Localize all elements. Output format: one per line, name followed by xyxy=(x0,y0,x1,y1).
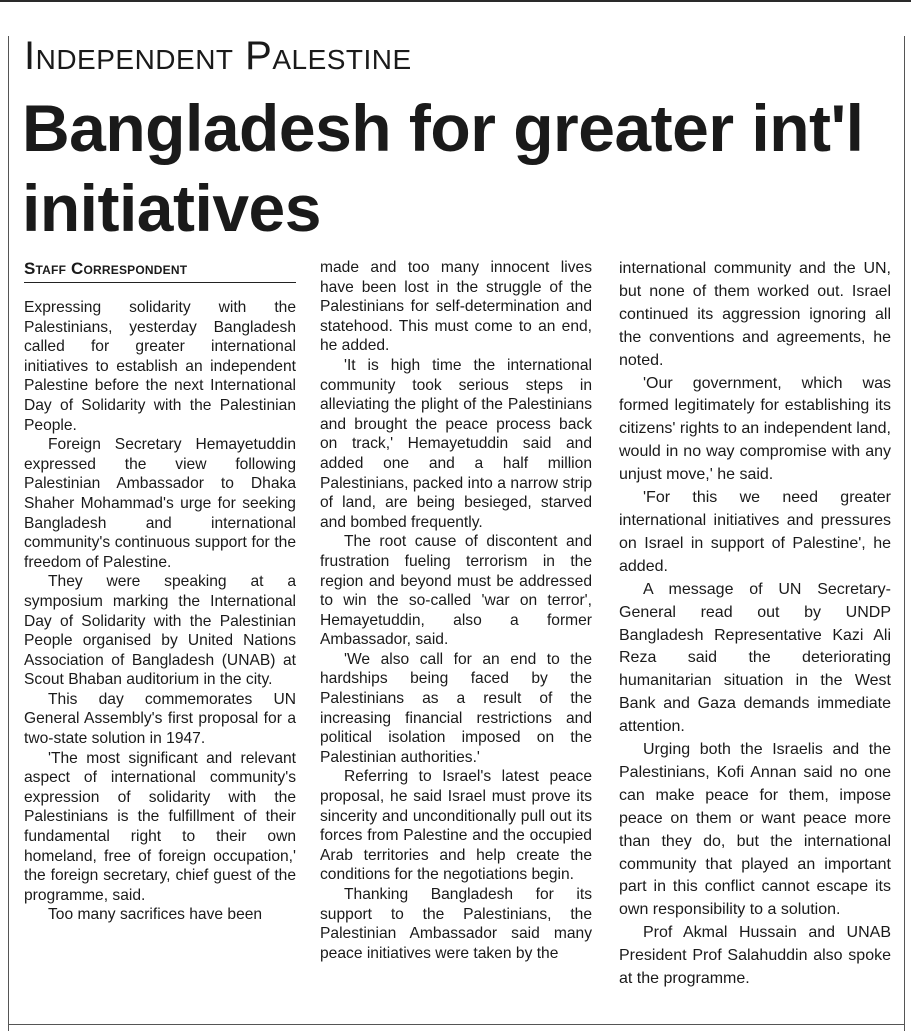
paragraph: They were speaking at a symposium marking the International Day of Solidarity with the Palestinian People organised by United Nations Association of Bangladesh (UNAB) at Scout Bhaban auditorium in the city. xyxy=(24,573,296,689)
paragraph: 'It is high time the international community took serious steps in alleviating the plight of the Palestinians and brought the peace process back on track,' Hemayetuddin said and added one and a half million Palestinians, packed into a narrow strip of land, are being besieged, starved and bombed frequently. xyxy=(320,356,592,531)
section-kicker: Independent Palestine xyxy=(24,34,412,78)
left-border xyxy=(8,36,9,1031)
article-column-2 xyxy=(320,258,592,963)
paragraph: A message of UN Secretary-General read out by UNDP Bangladesh Representative Kazi Ali Reza said the deteriorating humanitarian situation in the West Bank and Gaza demands immediate attention. xyxy=(619,580,891,736)
paragraph: Thanking Bangladesh for its support to the Palestinians, the Palestinian Ambassador said many peace initiatives were taken by the xyxy=(320,886,592,962)
byline: Staff Correspondent xyxy=(24,259,296,283)
paragraph: international community and the UN, but none of them worked out. Israel continued its aggression ignoring all the conventions and agreements, he noted. xyxy=(619,260,891,369)
paragraph: 'We also call for an end to the hardships being faced by the Palestinians as a result of the increasing financial restrictions and political isolation imposed on the Palestinian authorities.' xyxy=(320,650,592,766)
paragraph: Expressing solidarity with the Palestinians, yesterday Bangladesh called for greater international initiatives to establish an independent Palestine before the next International Day of Solidarity with the Palestinian People. xyxy=(24,299,296,434)
paragraph: 'Our government, which was formed legitimately for establishing its citizens' rights to an independent land, would in no way compromise with any unjust move,' he said. xyxy=(619,374,891,484)
paragraph: Prof Akmal Hussain and UNAB President Prof Salahuddin also spoke at the programme. xyxy=(619,924,891,988)
paragraph: Foreign Secretary Hemayetuddin expressed the view following Palestinian Ambassador to Dhaka Shaher Mohammad's urge for seeking Bangladesh and international community's continuous support for the freedom of Palestine. xyxy=(24,436,296,571)
paragraph: 'For this we need greater international initiatives and pressures on Israel in support of Palestine', he added. xyxy=(619,489,891,575)
paragraph: This day commemorates UN General Assembly's first proposal for a two-state solution in 1947. xyxy=(24,690,296,748)
paragraph: The root cause of discontent and frustration fueling terrorism in the region and beyond must be addressed to win the so-called 'war on terror', Hemayetuddin, also a former Ambassador, said. xyxy=(320,533,592,649)
right-border xyxy=(904,36,905,1031)
headline: Bangladesh for greater int'l initiatives xyxy=(22,91,864,245)
top-border xyxy=(0,0,911,2)
paragraph: 'The most significant and relevant aspect of international community's expression of solidarity with the Palestinians is the fulfillment of their fundamental right to their own homeland, free of foreign occupation,' the foreign secretary, chief guest of the programme, said. xyxy=(24,749,296,904)
article-column-1 xyxy=(24,298,296,925)
article-column-3 xyxy=(619,258,891,991)
bottom-border xyxy=(8,1024,905,1025)
paragraph: Referring to Israel's latest peace proposal, he said Israel must prove its sincerity and unconditionally pull out its forces from Palestine and the occupied Arab territories and help create the conditions for the negotiations begin. xyxy=(320,768,592,884)
paragraph: Urging both the Israelis and the Palestinians, Kofi Annan said no one can make peace for them, impose peace on them or want peace more than they do, but the international community that played an important part in this conflict cannot escape its own responsibility to a solution. xyxy=(619,741,891,919)
paragraph: Too many sacrifices have been xyxy=(48,906,263,924)
paragraph: made and too many innocent lives have been lost in the struggle of the Palestinians for self-determination and statehood. This must come to an end, he added. xyxy=(320,259,592,355)
